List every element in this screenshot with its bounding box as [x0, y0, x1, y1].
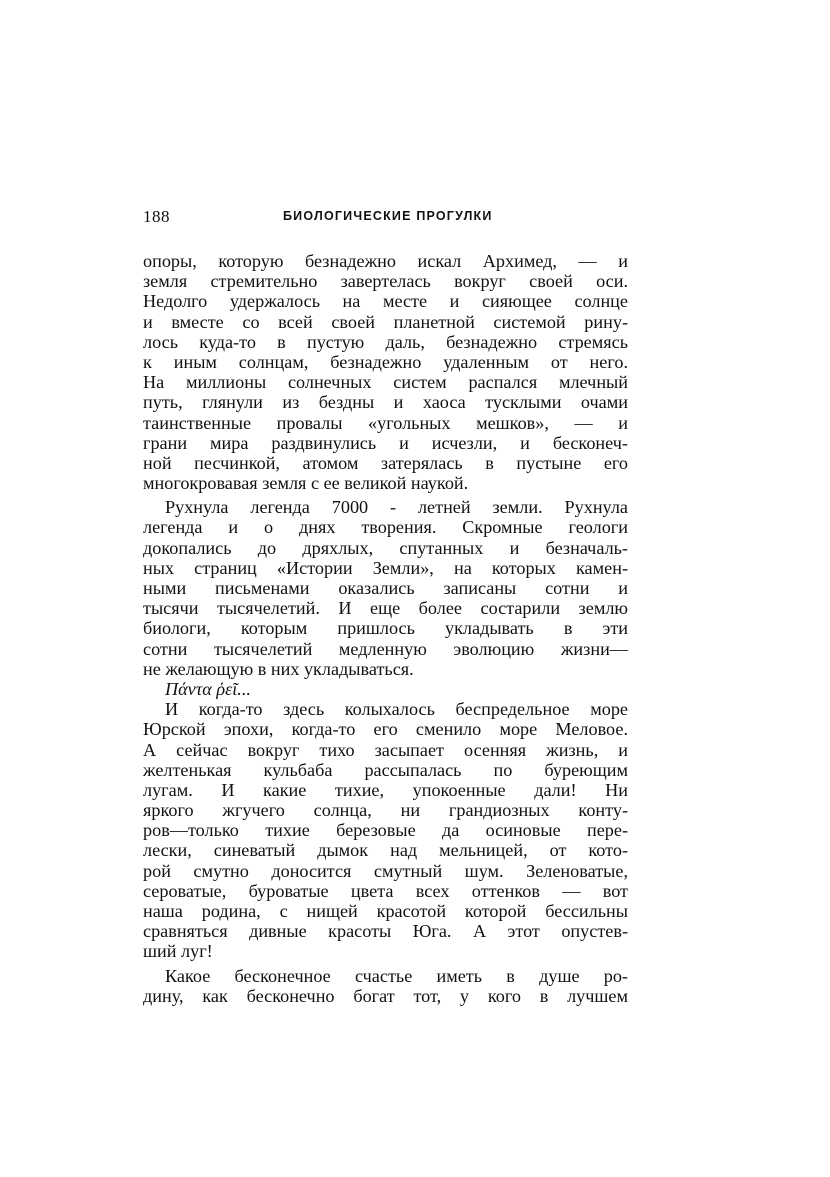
text-line: к иным солнцам, безнадежно удаленным от него.: [143, 351, 628, 372]
text-line: ных страниц «Истории Земли», на которых камен-: [143, 557, 628, 578]
text-line: и вместе со всей своей планетной системой рину-: [143, 311, 628, 332]
text-line: земля стремительно завертелась вокруг своей оси.: [143, 271, 628, 292]
text-line: желтенькая кульбаба рассыпалась по буреющим: [143, 759, 628, 780]
text-line: грани мира раздвинулись и исчезли, и бесконеч-: [143, 432, 628, 453]
text-line: легенда и о днях творения. Скромные геологи: [143, 517, 628, 538]
text-line: ной песчинкой, атомом затерялась в пустыне его: [143, 452, 628, 473]
text-line: тысячи тысячелетий. И еще более состарили землю: [143, 598, 628, 619]
text-line: лугам. И какие тихие, упокоенные дали! Ни: [143, 779, 628, 800]
text-line: лески, синеватый дымок над мельницей, от кото-: [143, 840, 628, 861]
text-line: рой смутно доносится смутный шум. Зеленоватые,: [143, 860, 628, 881]
text-line: А сейчас вокруг тихо засыпает осенняя жизнь, и: [143, 739, 628, 760]
paragraph: [143, 966, 628, 1006]
text-line: ными письменами оказались записаны сотни и: [143, 578, 628, 598]
page-header: [143, 207, 628, 231]
text-line: сероватые, буроватые цвета всех оттенков — вот: [143, 880, 628, 901]
paragraph: [143, 679, 628, 699]
text-line: дину, как бесконечно богат тот, у кого в лучшем: [143, 985, 628, 1006]
greek-phrase: Πάντα ῥεῖ...: [165, 678, 251, 699]
running-head: БИОЛОГИЧЕСКИЕ ПРОГУЛКИ: [283, 209, 493, 223]
text-line: путь, глянули из бездны и хаоса тусклыми очами: [143, 392, 628, 413]
text-line: Какое бесконечное счастье иметь в душе ро-: [165, 965, 628, 986]
text-line: И когда-то здесь колыхалось беспредельное море: [165, 699, 628, 720]
text-line: На миллионы солнечных систем распался млечный: [143, 372, 628, 393]
text-line: ший луг!: [143, 941, 213, 962]
text-line: Юрской эпохи, когда-то его сменило море Меловое.: [143, 719, 628, 740]
text-line: лось куда-то в пустую даль, безнадежно стремясь: [143, 331, 628, 352]
text-line: не желающую в них укладываться.: [143, 658, 414, 679]
text-line: ров—только тихие березовые да осиновые пере-: [143, 820, 628, 841]
text-line: яркого жгучего солнца, ни грандиозных конту-: [143, 800, 628, 821]
text-line: биологи, которым пришлось укладывать в эти: [143, 618, 628, 639]
text-line: наша родина, с нищей красотой которой бессильны: [143, 901, 628, 921]
body-text: [143, 251, 628, 1006]
text-line: Рухнула легенда 7000 - летней земли. Рухнула: [165, 497, 628, 518]
page-number: 188: [143, 207, 170, 226]
text-line: сотни тысячелетий медленную эволюцию жизни—: [143, 638, 628, 659]
text-line: сравняться дивные красоты Юга. А этот опустев-: [143, 921, 628, 942]
text-line: докопались до дряхлых, спутанных и безначаль-: [143, 537, 628, 558]
text-line: Недолго удержалось на месте и сияющее солнце: [143, 291, 628, 312]
text-line: таинственные провалы «угольных мешков», — и: [143, 412, 628, 433]
text-line: опоры, которую безнадежно искал Архимед, — и: [143, 251, 628, 271]
paragraph: [143, 497, 628, 679]
paragraph: [143, 699, 628, 961]
paragraph: [143, 251, 628, 493]
text-line: многокровавая земля с ее великой наукой.: [143, 473, 469, 494]
